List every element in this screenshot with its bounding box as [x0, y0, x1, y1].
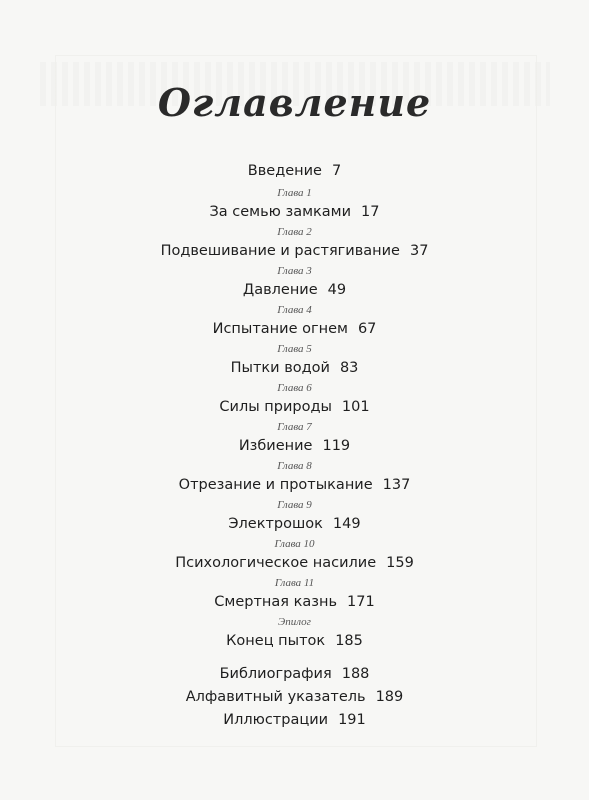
- toc-entry[interactable]: [0, 460, 589, 497]
- toc-entry[interactable]: [0, 160, 589, 183]
- entry-title: Испытание огнем: [212, 321, 348, 337]
- entry-title: Электрошок: [228, 516, 323, 532]
- toc-entry[interactable]: [0, 265, 589, 302]
- toc-entry[interactable]: [0, 577, 589, 614]
- entry-page: 83: [339, 360, 359, 376]
- chapter-label: Глава 7: [277, 421, 312, 433]
- chapter-label: Глава 4: [277, 304, 312, 316]
- entry-page: 171: [347, 594, 375, 610]
- entry-title: Иллюстрации: [223, 712, 329, 728]
- entry-title: Силы природы: [219, 399, 332, 415]
- entry-page: 7: [331, 163, 342, 179]
- toc-entry[interactable]: [0, 343, 589, 380]
- entry-page: 37: [409, 243, 429, 259]
- entry-title: Подвешивание и растягивание: [160, 243, 400, 259]
- entry-page: 67: [357, 321, 377, 337]
- entry-title: Алфавитный указатель: [185, 689, 366, 705]
- entry-page: 119: [322, 438, 351, 454]
- entry-page: 159: [386, 555, 414, 571]
- toc-entry[interactable]: [0, 616, 589, 653]
- entry-page: 188: [341, 666, 370, 682]
- entry-title: Психологическое насилие: [175, 555, 377, 571]
- entry-page: 49: [327, 282, 347, 298]
- chapter-label: Эпилог: [278, 616, 311, 628]
- toc-entry[interactable]: [0, 538, 589, 575]
- chapter-label: Глава 5: [277, 343, 312, 355]
- page-title: Оглавление: [157, 80, 432, 125]
- entry-title: За семью замками: [209, 204, 352, 220]
- entry-page: 137: [382, 477, 411, 493]
- entry-title: Библиография: [219, 666, 332, 682]
- chapter-label: Глава 8: [277, 460, 312, 472]
- entry-page: 149: [332, 516, 361, 532]
- entry-page: 189: [375, 689, 404, 705]
- entry-title: Смертная казнь: [214, 594, 338, 610]
- entry-page: 185: [335, 633, 363, 649]
- entry-title: Конец пыток: [226, 633, 326, 649]
- entry-title: Пытки водой: [230, 360, 330, 376]
- chapter-label: Глава 1: [277, 187, 312, 199]
- toc-entry[interactable]: [0, 686, 589, 709]
- toc-entry[interactable]: [0, 663, 589, 686]
- toc-entry[interactable]: [0, 382, 589, 419]
- toc-entry[interactable]: [0, 226, 589, 263]
- entry-page: 17: [361, 204, 380, 220]
- toc-entry[interactable]: [0, 499, 589, 536]
- entry-page: 191: [338, 712, 366, 728]
- table-of-contents: [0, 160, 589, 732]
- chapter-label: Глава 9: [277, 499, 312, 511]
- chapter-label: Глава 11: [274, 577, 315, 589]
- entry-page: 101: [341, 399, 370, 415]
- entry-title: Отрезание и протыкание: [178, 477, 373, 493]
- toc-entry[interactable]: [0, 187, 589, 224]
- chapter-label: Глава 6: [277, 382, 312, 394]
- chapter-label: Глава 2: [277, 226, 312, 238]
- toc-entry[interactable]: [0, 421, 589, 458]
- toc-entry[interactable]: [0, 304, 589, 341]
- chapter-label: Глава 10: [274, 538, 315, 550]
- entry-title: Введение: [247, 163, 322, 179]
- entry-title: Давление: [242, 282, 318, 298]
- entry-title: Избиение: [238, 438, 313, 454]
- toc-entry[interactable]: [0, 709, 589, 732]
- chapter-label: Глава 3: [277, 265, 312, 277]
